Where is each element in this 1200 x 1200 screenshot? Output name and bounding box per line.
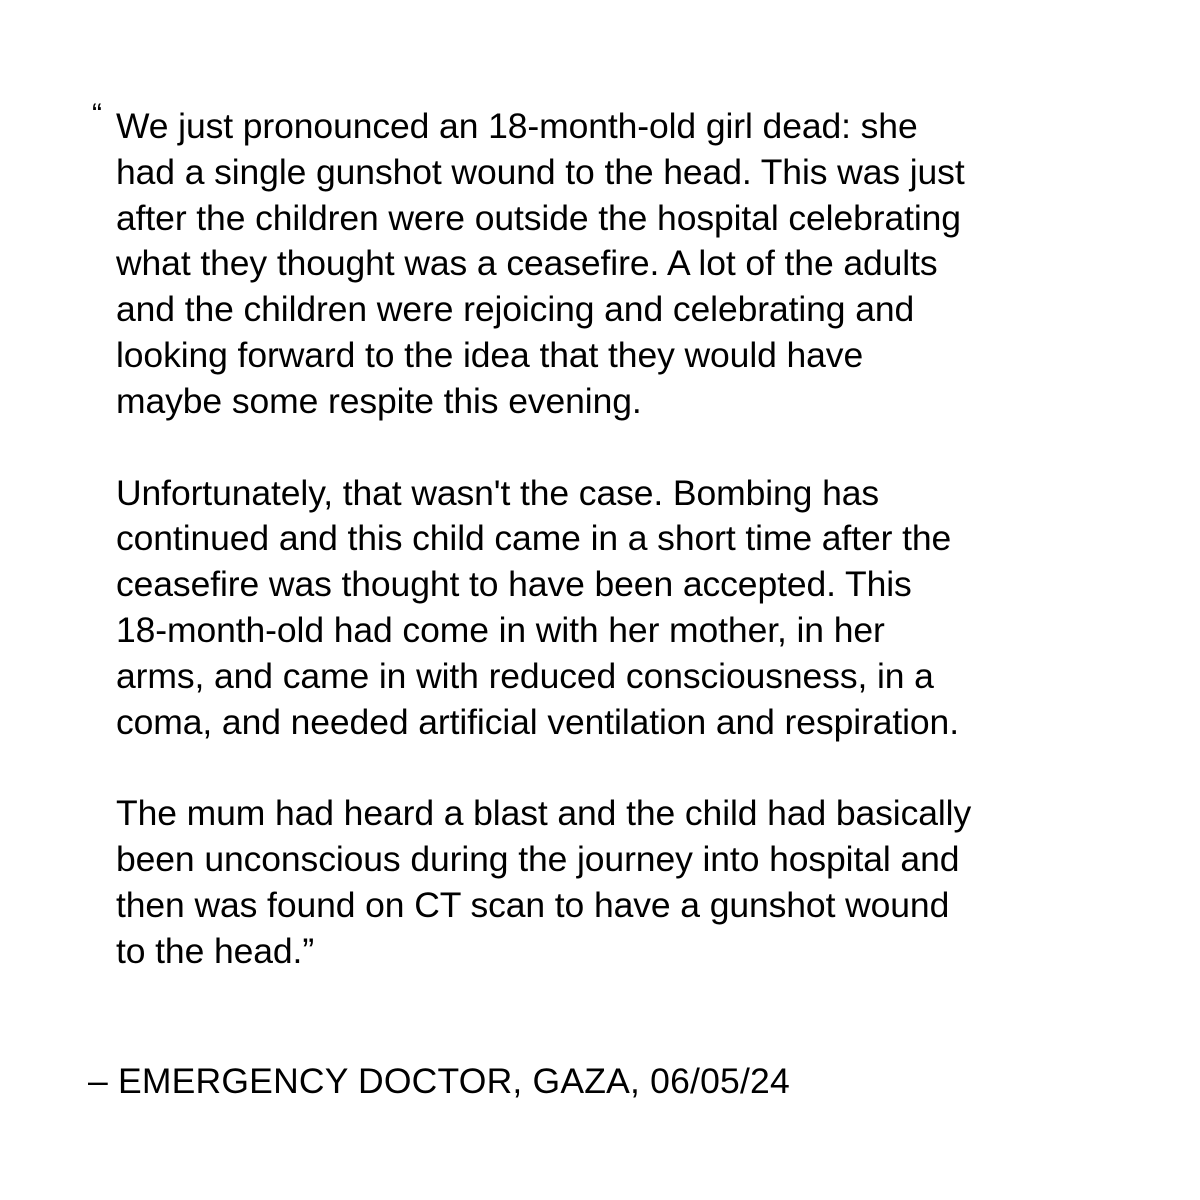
quote-line: coma, and needed artificial ventilation and respiration. xyxy=(116,701,959,742)
paragraph-3 xyxy=(116,791,1176,974)
quote-line: The mum had heard a blast and the child had basically xyxy=(116,793,972,834)
paragraph-2 xyxy=(116,471,1176,746)
opening-quote-mark: “ xyxy=(92,98,102,131)
quote-line: maybe some respite this evening. xyxy=(116,380,642,421)
paragraph-1 xyxy=(116,104,1176,425)
quote-block xyxy=(92,98,1176,975)
quote-line: 18-month-old had come in with her mother, in her xyxy=(116,609,885,650)
quote-line: continued and this child came in a short time after the xyxy=(116,518,952,559)
quote-line: ceasefire was thought to have been accepted. This xyxy=(116,564,912,605)
quote-line: then was found on CT scan to have a gunshot wound xyxy=(116,884,950,925)
quote-line: arms, and came in with reduced consciousness, in a xyxy=(116,655,934,696)
quote-line: and the children were rejoicing and celebrating and xyxy=(116,289,915,330)
quote-line: what they thought was a ceasefire. A lot of the adults xyxy=(116,243,938,284)
quote-line: to the head.” xyxy=(116,930,315,971)
quote-line: had a single gunshot wound to the head. This was just xyxy=(116,151,965,192)
quote-line: been unconscious during the journey into hospital and xyxy=(116,839,960,880)
quote-line: after the children were outside the hospital celebrating xyxy=(116,197,961,238)
quote-line: looking forward to the idea that they would have xyxy=(116,334,864,375)
quote-line: We just pronounced an 18-month-old girl dead: she xyxy=(116,106,918,146)
paragraph-spacer xyxy=(116,745,1176,791)
attribution: – EMERGENCY DOCTOR, GAZA, 06/05/24 xyxy=(88,1061,790,1101)
paragraph-spacer xyxy=(116,425,1176,471)
quote-line: Unfortunately, that wasn't the case. Bombing has xyxy=(116,472,880,513)
